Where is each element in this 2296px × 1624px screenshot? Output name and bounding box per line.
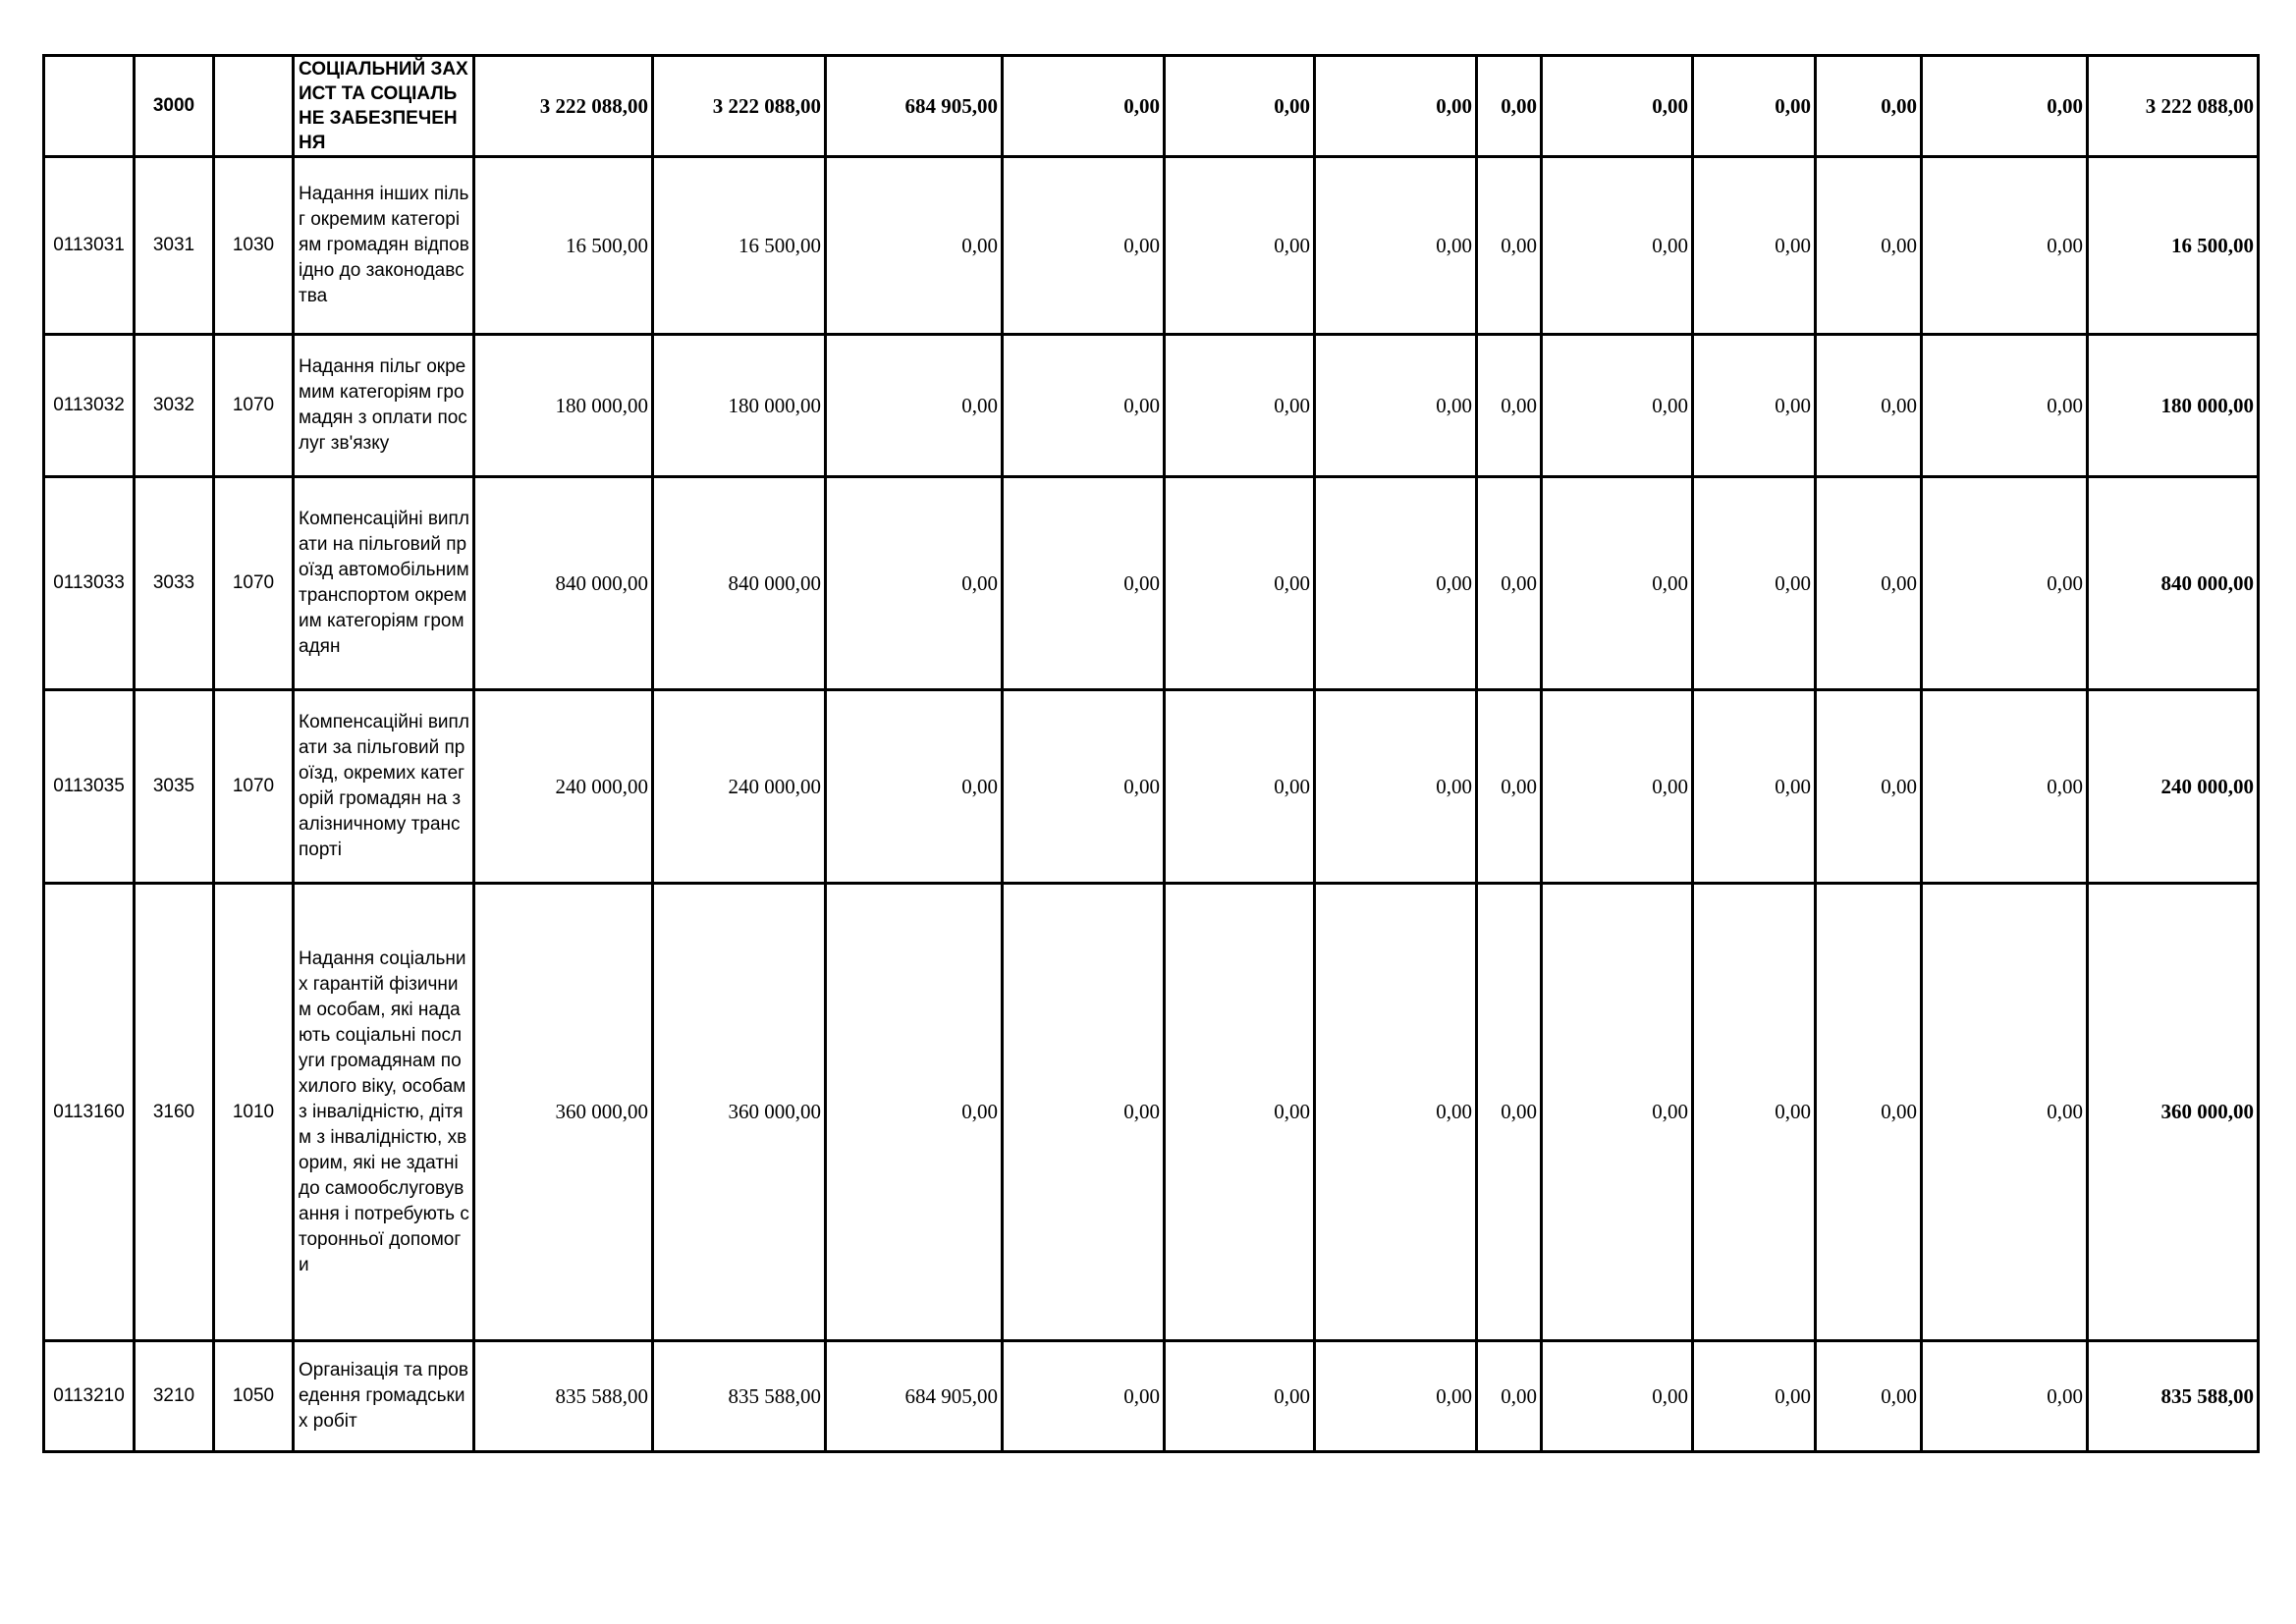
total-amount-cell: 360 000,00 (2088, 884, 2259, 1341)
amount-cell: 180 000,00 (653, 335, 826, 477)
table-row (44, 477, 2259, 690)
amount-cell: 0,00 (1165, 56, 1315, 157)
table-body (44, 56, 2259, 1452)
amount-cell: 0,00 (1477, 157, 1542, 335)
total-amount-cell: 3 222 088,00 (2088, 56, 2259, 157)
function-code-cell: 3210 (135, 1341, 214, 1452)
classification-code-cell: 1010 (214, 884, 294, 1341)
amount-cell: 0,00 (1165, 690, 1315, 884)
amount-cell: 0,00 (1816, 1341, 1922, 1452)
amount-cell: 0,00 (1693, 56, 1816, 157)
amount-cell: 0,00 (1003, 56, 1165, 157)
amount-cell: 0,00 (1693, 1341, 1816, 1452)
classification-code-cell: 1030 (214, 157, 294, 335)
amount-cell: 16 500,00 (474, 157, 653, 335)
program-name-cell: Компенсаційні виплати на пільговий проїзд автомобільним транспортом окремим категоріям громадян (294, 477, 474, 690)
program-code-cell: 0113035 (44, 690, 135, 884)
amount-cell: 0,00 (1165, 1341, 1315, 1452)
amount-cell: 0,00 (1165, 157, 1315, 335)
amount-cell: 0,00 (1816, 690, 1922, 884)
amount-cell: 0,00 (1922, 335, 2088, 477)
amount-cell: 0,00 (1477, 477, 1542, 690)
table-row (44, 690, 2259, 884)
amount-cell: 0,00 (1542, 690, 1693, 884)
program-name-cell: Організація та проведення громадських робіт (294, 1341, 474, 1452)
table-row (44, 1341, 2259, 1452)
amount-cell: 180 000,00 (474, 335, 653, 477)
classification-code-cell: 1070 (214, 335, 294, 477)
program-code-cell (44, 56, 135, 157)
amount-cell: 3 222 088,00 (474, 56, 653, 157)
amount-cell: 16 500,00 (653, 157, 826, 335)
amount-cell: 0,00 (826, 690, 1003, 884)
classification-code-cell: 1050 (214, 1341, 294, 1452)
amount-cell: 0,00 (826, 477, 1003, 690)
amount-cell: 360 000,00 (474, 884, 653, 1341)
total-amount-cell: 180 000,00 (2088, 335, 2259, 477)
total-amount-cell: 835 588,00 (2088, 1341, 2259, 1452)
table-row (44, 335, 2259, 477)
amount-cell: 0,00 (1693, 884, 1816, 1341)
amount-cell: 0,00 (1922, 157, 2088, 335)
total-amount-cell: 16 500,00 (2088, 157, 2259, 335)
program-name-cell: Надання інших пільг окремим категоріям громадян відповідно до законодавства (294, 157, 474, 335)
amount-cell: 0,00 (1816, 157, 1922, 335)
amount-cell: 0,00 (1542, 477, 1693, 690)
classification-code-cell (214, 56, 294, 157)
amount-cell: 0,00 (1315, 157, 1477, 335)
amount-cell: 0,00 (1922, 477, 2088, 690)
amount-cell: 0,00 (1003, 884, 1165, 1341)
table-row (44, 884, 2259, 1341)
program-code-cell: 0113032 (44, 335, 135, 477)
amount-cell: 0,00 (1165, 884, 1315, 1341)
classification-code-cell: 1070 (214, 477, 294, 690)
amount-cell: 0,00 (1003, 477, 1165, 690)
amount-cell: 0,00 (1816, 477, 1922, 690)
amount-cell: 0,00 (1693, 690, 1816, 884)
amount-cell: 0,00 (1922, 1341, 2088, 1452)
amount-cell: 0,00 (1542, 1341, 1693, 1452)
program-name-cell: СОЦІАЛЬНИЙ ЗАХИСТ ТА СОЦІАЛЬНЕ ЗАБЕЗПЕЧЕННЯ (294, 56, 474, 157)
amount-cell: 684 905,00 (826, 56, 1003, 157)
table-row (44, 56, 2259, 157)
amount-cell: 0,00 (1477, 884, 1542, 1341)
amount-cell: 0,00 (1816, 56, 1922, 157)
amount-cell: 835 588,00 (653, 1341, 826, 1452)
program-code-cell: 0113210 (44, 1341, 135, 1452)
amount-cell: 835 588,00 (474, 1341, 653, 1452)
amount-cell: 684 905,00 (826, 1341, 1003, 1452)
program-name-cell: Надання соціальних гарантій фізичним особам, які надають соціальні послуги громадянам похилого віку, особам з інвалідністю, дітям з інвалідністю, хворим, які не здатні до самообслуговування і потребують сторонньої допомоги (294, 884, 474, 1341)
amount-cell: 0,00 (826, 157, 1003, 335)
amount-cell: 0,00 (1477, 335, 1542, 477)
classification-code-cell: 1070 (214, 690, 294, 884)
amount-cell: 0,00 (1315, 1341, 1477, 1452)
amount-cell: 0,00 (1003, 157, 1165, 335)
program-code-cell: 0113033 (44, 477, 135, 690)
program-code-cell: 0113031 (44, 157, 135, 335)
amount-cell: 0,00 (1542, 335, 1693, 477)
amount-cell: 0,00 (1315, 884, 1477, 1341)
amount-cell: 840 000,00 (474, 477, 653, 690)
amount-cell: 0,00 (1922, 56, 2088, 157)
function-code-cell: 3035 (135, 690, 214, 884)
amount-cell: 0,00 (826, 335, 1003, 477)
amount-cell: 0,00 (1165, 335, 1315, 477)
amount-cell: 0,00 (1165, 477, 1315, 690)
amount-cell: 0,00 (1542, 884, 1693, 1341)
amount-cell: 0,00 (1315, 335, 1477, 477)
amount-cell: 0,00 (1693, 335, 1816, 477)
function-code-cell: 3000 (135, 56, 214, 157)
amount-cell: 0,00 (1003, 335, 1165, 477)
program-code-cell: 0113160 (44, 884, 135, 1341)
function-code-cell: 3033 (135, 477, 214, 690)
total-amount-cell: 840 000,00 (2088, 477, 2259, 690)
function-code-cell: 3031 (135, 157, 214, 335)
amount-cell: 0,00 (1542, 56, 1693, 157)
amount-cell: 0,00 (1477, 690, 1542, 884)
amount-cell: 0,00 (1542, 157, 1693, 335)
amount-cell: 0,00 (1315, 56, 1477, 157)
amount-cell: 0,00 (1315, 477, 1477, 690)
amount-cell: 240 000,00 (653, 690, 826, 884)
amount-cell: 0,00 (826, 884, 1003, 1341)
amount-cell: 0,00 (1003, 690, 1165, 884)
amount-cell: 0,00 (1922, 884, 2088, 1341)
amount-cell: 0,00 (1816, 884, 1922, 1341)
function-code-cell: 3032 (135, 335, 214, 477)
amount-cell: 0,00 (1315, 690, 1477, 884)
amount-cell: 3 222 088,00 (653, 56, 826, 157)
amount-cell: 840 000,00 (653, 477, 826, 690)
budget-table (42, 54, 2260, 1453)
amount-cell: 240 000,00 (474, 690, 653, 884)
amount-cell: 360 000,00 (653, 884, 826, 1341)
program-name-cell: Компенсаційні виплати за пільговий проїзд, окремих категорій громадян на залізничному транспорті (294, 690, 474, 884)
function-code-cell: 3160 (135, 884, 214, 1341)
amount-cell: 0,00 (1816, 335, 1922, 477)
amount-cell: 0,00 (1477, 56, 1542, 157)
amount-cell: 0,00 (1693, 477, 1816, 690)
amount-cell: 0,00 (1477, 1341, 1542, 1452)
total-amount-cell: 240 000,00 (2088, 690, 2259, 884)
table-row (44, 157, 2259, 335)
amount-cell: 0,00 (1922, 690, 2088, 884)
amount-cell: 0,00 (1693, 157, 1816, 335)
amount-cell: 0,00 (1003, 1341, 1165, 1452)
program-name-cell: Надання пільг окремим категоріям громадян з оплати послуг зв'язку (294, 335, 474, 477)
